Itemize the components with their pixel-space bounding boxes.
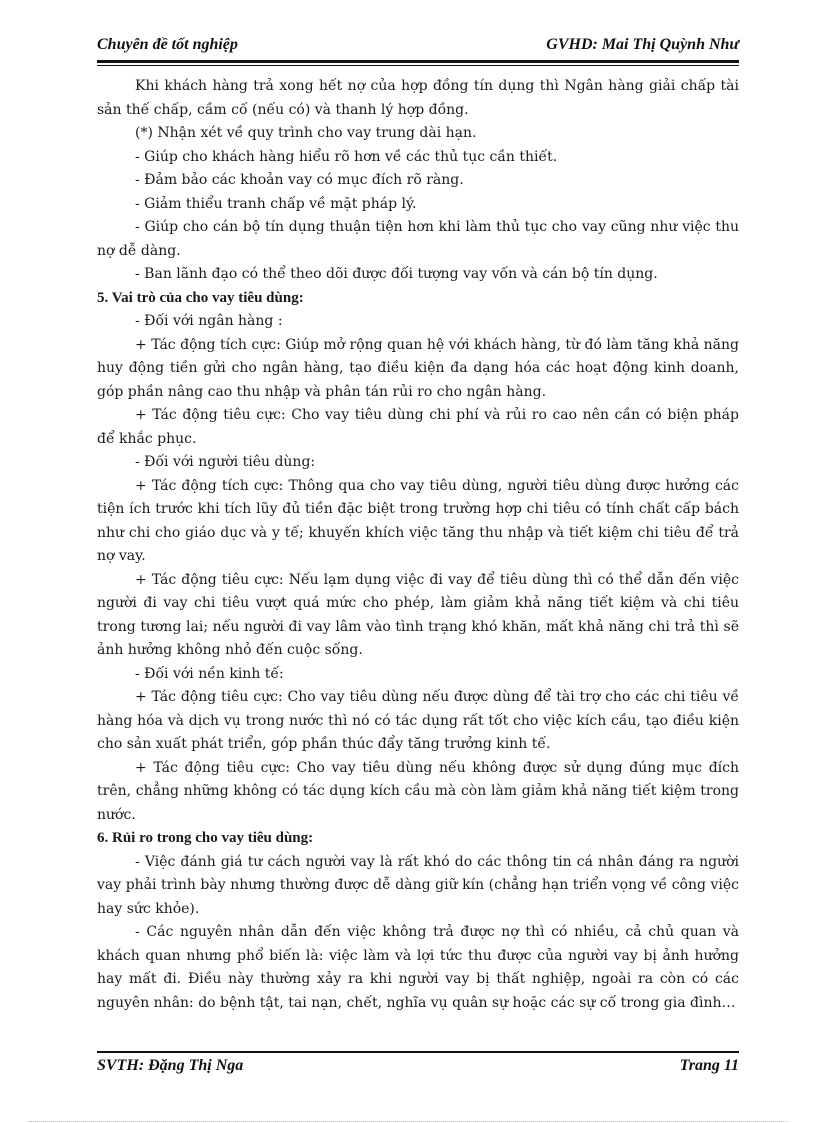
page-edge-divider xyxy=(28,1121,788,1122)
body-paragraph: (*) Nhận xét về quy trình cho vay trung dài hạn. xyxy=(135,125,477,141)
body-paragraph: - Các nguyên nhân dẫn đến việc không trả được nợ thì có nhiều, cả chủ quan và khách quan nhưng phổ biến là: việc làm và lợi tức thu được của người vay bị ảnh hưởng hay mất đi. Điều này thường xảy ra khi người vay bị thất nghiệp, ngoài ra còn có các nguyên nhân: do bệnh tật, tai nạn, chết, nghĩa vụ quân sự hoặc các sự cố trong gia đình… xyxy=(97,924,739,1011)
section-heading: 6. Rủi ro trong cho vay tiêu dùng: xyxy=(97,830,314,846)
page-footer xyxy=(97,1057,739,1081)
body-paragraph: - Giảm thiểu tranh chấp về mặt pháp lý. xyxy=(135,195,417,212)
body-paragraph: + Tác động tích cực: Thông qua cho vay tiêu dùng, người tiêu dùng được hưởng các tiện ích trước khi tích lũy đủ tiền đặc biệt trong trường hợp chi tiêu có tính chất cấp bách như chi cho giáo dục và y tế; khuyến khích việc tăng thu nhập và tiết kiệm chi tiêu để trả nợ vay. xyxy=(97,477,739,564)
footer-divider xyxy=(97,1051,739,1053)
body-paragraph: + Tác động tích cực: Giúp mở rộng quan hệ với khách hàng, từ đó làm tăng khả năng huy động tiền gửi cho ngân hàng, tạo điều kiện đa dạng hóa các hoạt động kinh doanh, góp phần nâng cao thu nhập và phân tán rủi ro cho ngân hàng. xyxy=(97,336,739,400)
header-divider xyxy=(97,60,739,63)
body-paragraph: + Tác động tiêu cực: Cho vay tiêu dùng nếu được dùng để tài trợ cho các chi tiêu về hàng hóa và dịch vụ trong nước thì nó có tác dụng rất tốt cho việc kích cầu, tạo điều kiện cho sản xuất phát triển, góp phần thúc đẩy tăng trưởng kinh tế. xyxy=(97,689,739,752)
body-paragraph: Khi khách hàng trả xong hết nợ của hợp đồng tín dụng thì Ngân hàng giải chấp tài sản thế chấp, cầm cố (nếu có) và thanh lý hợp đồng. xyxy=(97,78,739,118)
body-paragraph: - Đối với người tiêu dùng: xyxy=(135,454,316,470)
header-supervisor: GVHD: Mai Thị Quỳnh Như xyxy=(546,36,739,53)
body-paragraph: - Việc đánh giá tư cách người vay là rất khó do các thông tin cá nhân đáng ra người vay phải trình bày nhưng thường được dễ dàng giữ kín (chẳng hạn triển vọng về công việc hay sức khỏe). xyxy=(97,853,739,917)
body-paragraph: - Ban lãnh đạo có thể theo dõi được đối tượng vay vốn và cán bộ tín dụng. xyxy=(135,266,658,282)
body-paragraph: + Tác động tiêu cực: Nếu lạm dụng việc đi vay để tiêu dùng thì có thể dẫn đến việc người đi vay chi tiêu vượt quá mức cho phép, làm giảm khả năng tiết kiệm và chi tiêu trong tương lai; nếu người đi vay lâm vào tình trạng khó khăn, mất khả năng chi trả thì sẽ ảnh hưởng không nhỏ đến cuộc sống. xyxy=(97,571,739,658)
section-heading: 5. Vai trò của cho vay tiêu dùng: xyxy=(97,289,304,306)
document-body xyxy=(97,75,739,1015)
header-divider-thin xyxy=(97,65,739,66)
body-paragraph: - Đảm bảo các khoản vay có mục đích rõ ràng. xyxy=(135,172,464,188)
body-paragraph: + Tác động tiêu cực: Cho vay tiêu dùng chi phí và rủi ro cao nên cần có biện pháp để khắc phục. xyxy=(97,407,739,447)
body-paragraph: - Giúp cho cán bộ tín dụng thuận tiện hơn khi làm thủ tục cho vay cũng như việc thu nợ dễ dàng. xyxy=(97,219,739,259)
footer-student-name: SVTH: Đặng Thị Nga xyxy=(97,1057,244,1074)
body-paragraph: - Giúp cho khách hàng hiểu rõ hơn về các thủ tục cần thiết. xyxy=(135,148,558,165)
body-paragraph: - Đối với nền kinh tế: xyxy=(135,665,284,682)
body-paragraph: + Tác động tiêu cực: Cho vay tiêu dùng nếu không được sử dụng đúng mục đích trên, chẳng những không có tác dụng kích cầu mà còn làm giảm khả năng tiết kiệm trong nước. xyxy=(97,759,739,823)
footer-page-number: Trang 11 xyxy=(679,1057,739,1074)
body-paragraph: - Đối với ngân hàng : xyxy=(135,313,283,329)
page-header xyxy=(97,34,739,60)
header-document-title: Chuyên đề tốt nghiệp xyxy=(97,36,238,53)
